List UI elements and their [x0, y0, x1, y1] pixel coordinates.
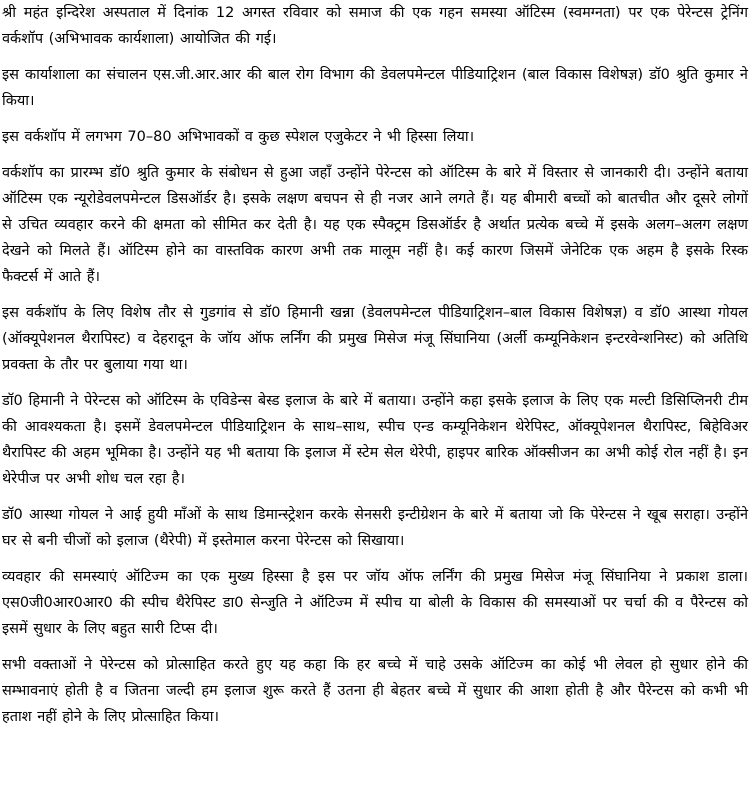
paragraph-guest-speakers: इस वर्कशॉप के लिए विशेष तौर से गुडगांव से डॉ0 हिमानी खन्ना (डेवलपमेन्टल पीडियाट्रिशन–बाल विकास विशेषज्ञ) व डॉ0 आस्था गोयल (ऑक्यूपेशनल थैरापिस्ट) व देहरादून के जॉय ऑफ लर्निंग की प्रमुख मिसेज मंजू सिंघानिया (अर्ली कम्यूनिकेशन इन्टरवेन्शनिस्ट) को अतिथि प्रवक्ता के तौर पर बुलाया गया था। [2, 305, 748, 373]
paragraph-behaviour-speech: व्यवहार की समस्याएं ऑटिज्म का एक मुख्य हिस्सा है इस पर जॉय ऑफ लर्निंग की प्रमुख मिसेज मंजू सिंघानिया ने प्रकाश डाला। एस0जी0आर0आर0 की स्पीच थैरेपिस्ट डा0 सेन्जुति ने ऑटिज्म में स्पीच या बोली के विकास की समस्याओं पर चर्चा की व पैरेन्टस को इसमें सुधार के लिए बहुत सारी टिप्स दी। [2, 569, 748, 637]
paragraph-autism-overview: वर्कशॉप का प्रारम्भ डॉ0 श्रुति कुमार के संबोधन से हुआ जहाँ उन्होंने पेरेन्टस को ऑटिस्म के बारे में विस्तार से जानकारी दी। उन्होंने बताया ऑटिस्म एक न्यूरोडेवलपमेन्टल डिसऑर्डर है। इसके लक्षण बचपन से ही नजर आने लगते हैं। यह बीमारी बच्चों को बातचीत और दूसरे लोगों से उचित व्यवहार करने की क्षमता को सीमित कर देती है। यह एक स्पैक्ट्रम डिसऑर्डर है अर्थात प्रत्येक बच्चे में इसके अलग–अलग लक्षण देखने को मिलते हैं। ऑटिस्म होने का वास्तविक कारण अभी तक मालूम नहीं है। कई कारण जिसमें जेनेटिक एक अहम है इसके रिस्क फैक्टर्स में आते हैं। [2, 165, 748, 285]
paragraph-sensory-integration: डॉ0 आस्था गोयल ने आई हुयी माँओं के साथ डिमान्स्ट्रेशन करके सेनसरी इन्टीग्रेशन के बारे में बताया जो कि पेरेन्टस ने खूब सराहा। उन्होंने घर से बनी चीजों को इलाज (थैरेपी) में इस्तेमाल करना पेरेन्टस को सिखाया। [2, 507, 748, 549]
paragraph-workshop-conductor: इस कार्याशाला का संचालन एस.जी.आर.आर की बाल रोग विभाग की डेवलपमेन्टल पीडियाट्रिशन (बाल विकास विशेषज्ञ) डॉ0 श्रुति कुमार ने किया। [2, 67, 748, 109]
paragraph-evidence-based-treatment: डॉ0 हिमानी ने पेरेन्टस को ऑटिस्म के एविडेन्स बेस्ड इलाज के बारे में बताया। उन्होंने कहा इसके इलाज के लिए एक मल्टी डिसिप्लिनरी टीम की आवश्यकता है। इसमें डेवलपमेन्टल पीडियाट्रिशन के साथ–साथ, स्पीच एन्ड कम्यूनिकेशन थेरेपिस्ट, ऑक्यूपेशनल थैरापिस्ट, बिहेविअर थैरापिस्ट की अहम भूमिका है। उन्होंने यह भी बताया कि इलाज में स्टेम सेल थेरेपी, हाइपर बारिक ऑक्सीजन का अभी कोई रोल नहीं है। इन थेरेपीज पर अभी शोध चल रहा है। [2, 393, 748, 487]
paragraph-event-intro: श्री महंत इन्दिरेश अस्पताल में दिनांक 12 अगस्त रविवार को समाज की एक गहन समस्या ऑटिस्म (स्वमग्नता) पर एक पेरेन्टस ट्रेनिंग वर्कशॉप (अभिभावक कार्यशाला) आयोजित की गई। [2, 5, 748, 47]
paragraph-conclusion: सभी वक्ताओं ने पेरेन्टस को प्रोत्साहित करते हुए यह कहा कि हर बच्चे में चाहे उसके ऑटिज्म का कोई भी लेवल हो सुधार होने की सम्भावनाएं होती है व जितना जल्दी हम इलाज शुरू करते हैं उतना ही बेहतर बच्चे में सुधार की आशा होती है और पैरेन्टस को कभी भी हताश नहीं होने के लिए प्रोत्साहित किया। [2, 657, 748, 725]
paragraph-attendance: इस वर्कशॉप में लगभग 70–80 अभिभावकों व कुछ स्पेशल एजुकेटर ने भी हिस्सा लिया। [2, 129, 475, 145]
